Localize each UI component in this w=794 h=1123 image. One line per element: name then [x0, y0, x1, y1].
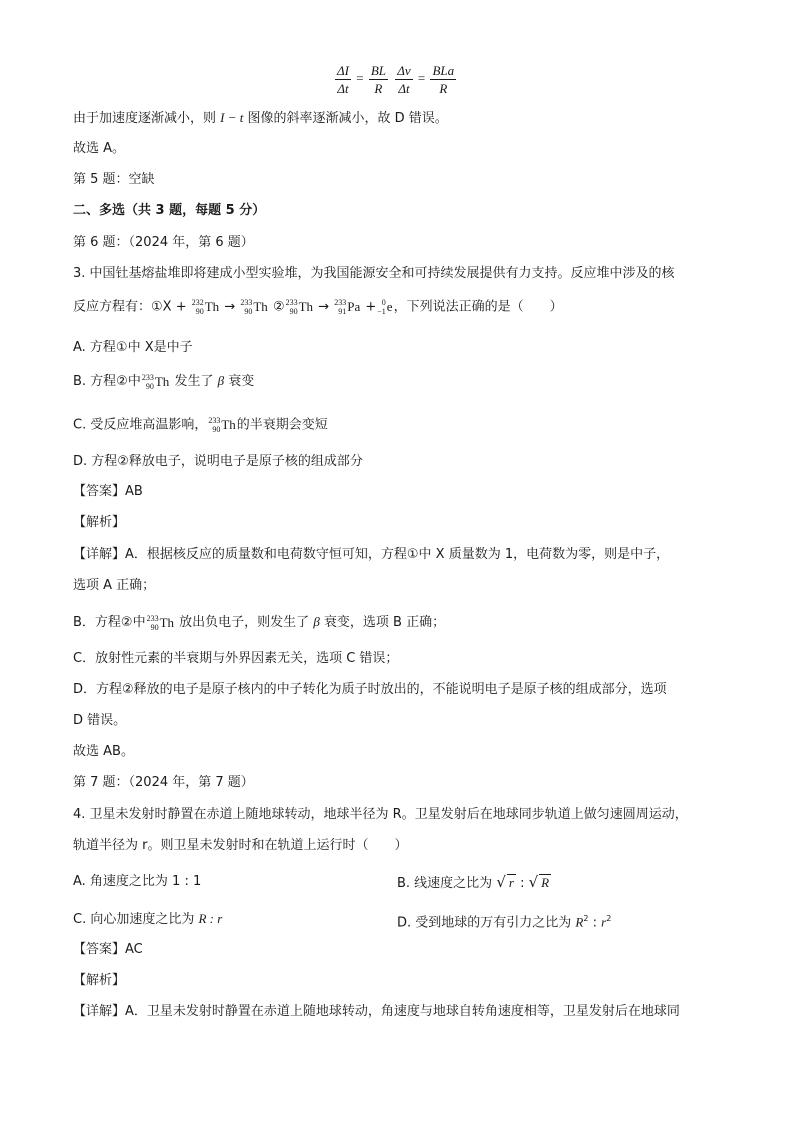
arrow: → [314, 299, 334, 315]
q3-option-c: C. 受反应堆高温影响， 233 90 Th 的半衰期会变短 [73, 416, 328, 434]
electron-symbol: 0 −1 e [377, 298, 393, 316]
q3-detail-a-cont: 选项 A 正确； [73, 578, 156, 593]
nuclide-th233: 233 90 Th [146, 613, 175, 632]
formula-line [333, 62, 458, 97]
q3-answer: 【答案】AB [73, 484, 143, 499]
q4-option-c: C. 向心加速度之比为 R : r [73, 911, 223, 927]
sqrt-symbol: √ [496, 873, 506, 891]
q3-stem-line1: 3. 中国钍基熔盐堆即将建成小型实验堆，为我国能源安全和可持续发展提供有力支持。反应堆中涉及的核 [73, 266, 675, 281]
q4-analysis-label: 【解析】 [73, 973, 126, 988]
nuclide-th233: 233 90 Th [208, 416, 236, 434]
section-heading: 二、多选（共 3 题，每题 5 分） [73, 203, 266, 218]
q4-option-b: B. 线速度之比为 √ r : √ R [397, 873, 550, 891]
nuclide-th232: 232 90 Th [191, 298, 220, 316]
q3-detail-c: C．放射性元素的半衰期与外界因素无关，选项 C 错误； [73, 651, 399, 666]
nuclide-th233: 233 90 Th [285, 298, 314, 316]
question-7-source: 第 7 题：（2024 年，第 7 题） [73, 775, 254, 790]
q3-detail-d: D．方程②释放的电子是原子核内的中子转化为质子时放出的，不能说明电子是原子核的组成部分，选项 [73, 682, 667, 697]
nuclide-pa233: 233 91 Pa [334, 298, 361, 316]
q4-answer: 【答案】AC [73, 942, 143, 957]
q4-detail-a: 【详解】A．卫星未发射时静置在赤道上随地球转动，角速度与地球自转角速度相等，卫星发射后在地球同 [73, 1004, 680, 1019]
question-6-source: 第 6 题：（2024 年，第 6 题） [73, 235, 254, 250]
q3-detail-d-cont: D 错误。 [73, 713, 127, 728]
equals-sign: = [356, 70, 364, 86]
question-5-empty: 第 5 题：空缺 [73, 172, 155, 187]
q3-analysis-label: 【解析】 [73, 515, 126, 530]
nuclide-th233: 233 90 Th [141, 372, 170, 391]
sqrt-symbol: √ [528, 873, 539, 891]
equals-sign: = [417, 70, 426, 86]
q4-option-a: A. 角速度之比为 1 : 1 [73, 874, 202, 889]
q3-conclusion: 故选 AB。 [73, 744, 134, 759]
fraction-bla-r: $\frac{\text{BLa}}{R}$ [432, 63, 455, 96]
q3-detail-a: 【详解】A．根据核反应的质量数和电荷数守恒可知，方程①中 X 质量数为 1，电荷数为零，则是中子， [73, 547, 670, 562]
q3-option-b: B. 方程②中 233 90 Th 发生了 β 衰变 [73, 372, 255, 391]
q3-stem-line2: 反应方程有：①X + 232 90 Th → 233 90 Th ② 233 90 Th → 233 91 Pa + 0 −1 e ，下列说法正确的是（ ） [73, 298, 563, 316]
q3-option-d: D. 方程②释放电子，说明电子是原子核的组成部分 [73, 454, 363, 469]
paragraph-slope: 由于加速度逐渐减小，则 I − t 图像的斜率逐渐减小，故 D 错误。 [73, 110, 448, 126]
arrow: → [220, 299, 240, 315]
q4-stem-line2: 轨道半径为 r。则卫星未发射时和在轨道上运行时（ ） [73, 838, 408, 853]
fraction-dv-dt: $\frac{\Delta v}{\Delta t}$ [397, 63, 411, 96]
q3-option-a: A. 方程①中 X是中子 [73, 340, 193, 355]
fraction-bl-r: $\frac{BL}{R}$ [370, 63, 386, 96]
conclusion-a: 故选 A。 [73, 141, 126, 156]
nuclide-th233: 233 90 Th [240, 298, 268, 316]
q4-option-d: D. 受到地球的万有引力之比为 $R^2$ : $r^2$ [397, 914, 612, 931]
q3-detail-b: B．方程②中 233 90 Th 放出负电子，则发生了 β 衰变，选项 B 正确； [73, 613, 446, 632]
fraction-di-dt: $\frac{\Delta I}{\Delta t}$ [337, 63, 349, 96]
q4-stem-line1: 4. 卫星未发射时静置在赤道上随地球转动，地球半径为 R。卫星发射后在地球同步轨道上做匀速圆周运动， [73, 807, 688, 822]
